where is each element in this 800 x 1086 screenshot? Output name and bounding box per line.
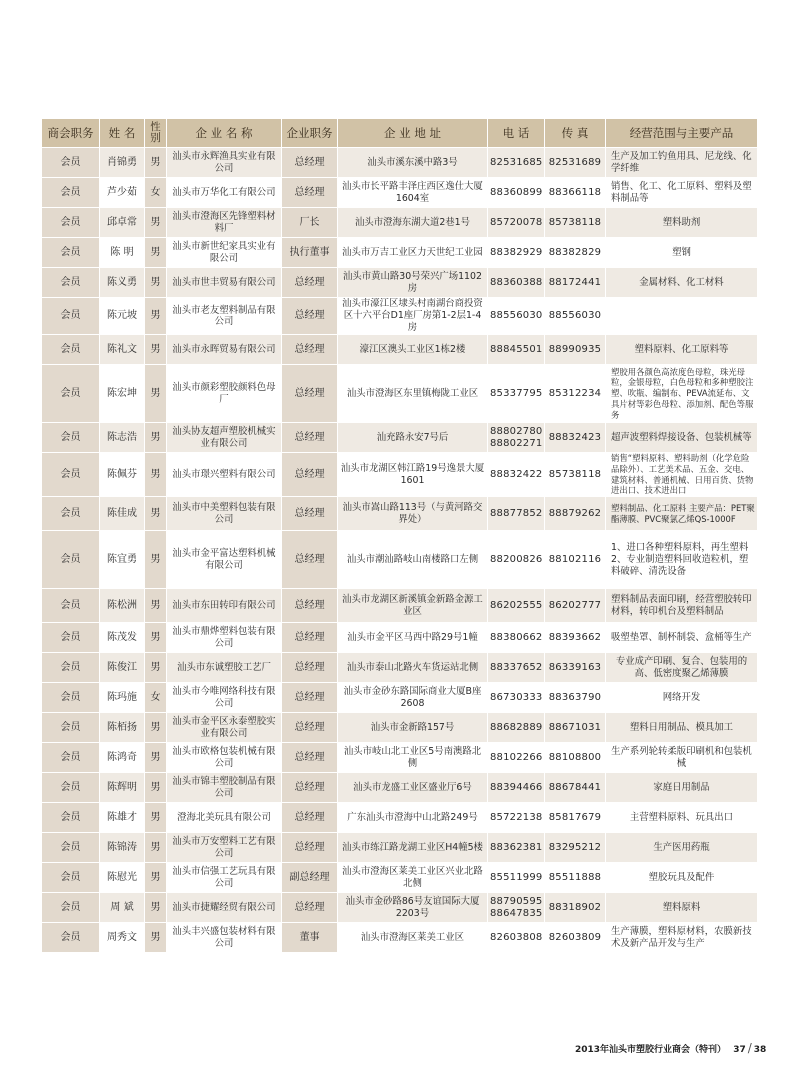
cell-company: 汕头市中美塑料包装有限公司 (167, 497, 282, 531)
cell-sex: 男 (145, 653, 167, 683)
cell-scope: 生产及加工钓鱼用具、尼龙线、化学纤维 (606, 148, 758, 178)
footer-page-number: 37 (733, 1045, 746, 1055)
cell-role: 会员 (42, 268, 100, 298)
cell-scope: 生产系列轮转柔版印刷机和包装机械 (606, 743, 758, 773)
cell-fax: 88990935 (545, 335, 606, 365)
cell-role: 会员 (42, 238, 100, 268)
footer-separator: / (747, 1041, 752, 1055)
cell-sex: 男 (145, 589, 167, 623)
cell-sex: 男 (145, 531, 167, 589)
table-row (42, 743, 758, 773)
header-sex: 性别 (145, 119, 167, 148)
cell-fax: 88172441 (545, 268, 606, 298)
cell-title: 总经理 (282, 589, 338, 623)
cell-sex: 男 (145, 743, 167, 773)
cell-company: 汕头市东诚塑胶工艺厂 (167, 653, 282, 683)
cell-role: 会员 (42, 531, 100, 589)
cell-role: 会员 (42, 365, 100, 423)
cell-sex: 男 (145, 208, 167, 238)
cell-company: 澄海北美玩具有限公司 (167, 803, 282, 833)
cell-phone: 88360899 (488, 178, 545, 208)
cell-company: 汕头市鼎烨塑料包装有限公司 (167, 623, 282, 653)
cell-sex: 男 (145, 453, 167, 497)
cell-address: 汕头市澄海东湖大道2巷1号 (338, 208, 488, 238)
cell-fax: 88678441 (545, 773, 606, 803)
cell-title: 副总经理 (282, 863, 338, 893)
table-row (42, 335, 758, 365)
cell-phone: 88337652 (488, 653, 545, 683)
table-row (42, 623, 758, 653)
cell-company: 汕头市金平富达塑料机械有限公司 (167, 531, 282, 589)
cell-fax: 88102116 (545, 531, 606, 589)
cell-title: 总经理 (282, 773, 338, 803)
cell-role: 会员 (42, 178, 100, 208)
cell-sex: 男 (145, 893, 167, 923)
cell-company: 汕头市欧格包装机械有限公司 (167, 743, 282, 773)
cell-title: 执行董事 (282, 238, 338, 268)
table-row (42, 365, 758, 423)
cell-role: 会员 (42, 683, 100, 713)
cell-scope: 塑钢 (606, 238, 758, 268)
table-row (42, 833, 758, 863)
cell-name: 陈鸿奇 (100, 743, 145, 773)
cell-phone: 88382929 (488, 238, 545, 268)
cell-title: 总经理 (282, 497, 338, 531)
cell-name: 陈栢扬 (100, 713, 145, 743)
cell-role: 会员 (42, 743, 100, 773)
cell-title: 总经理 (282, 653, 338, 683)
cell-address: 汕充路永安7号后 (338, 423, 488, 453)
table-row (42, 238, 758, 268)
cell-title: 总经理 (282, 623, 338, 653)
header-scope: 经营范围与主要产品 (606, 119, 758, 148)
cell-fax: 82531689 (545, 148, 606, 178)
cell-name: 陈锦涛 (100, 833, 145, 863)
cell-name: 陈礼文 (100, 335, 145, 365)
cell-name: 陈义勇 (100, 268, 145, 298)
table-row (42, 298, 758, 335)
cell-name: 陈佳成 (100, 497, 145, 531)
cell-scope: 塑料原料 (606, 893, 758, 923)
cell-phone: 85720078 (488, 208, 545, 238)
cell-phone: 88832422 (488, 453, 545, 497)
cell-scope: 家庭日用制品 (606, 773, 758, 803)
cell-title: 总经理 (282, 365, 338, 423)
cell-sex: 男 (145, 773, 167, 803)
cell-name: 陈玛施 (100, 683, 145, 713)
cell-phone: 88877852 (488, 497, 545, 531)
table-row (42, 148, 758, 178)
cell-name: 陈宜勇 (100, 531, 145, 589)
cell-name: 周 斌 (100, 893, 145, 923)
cell-role: 会员 (42, 863, 100, 893)
cell-fax: 86339163 (545, 653, 606, 683)
cell-address: 汕头市龙盛工业区盛业厅6号 (338, 773, 488, 803)
cell-fax: 85817679 (545, 803, 606, 833)
cell-sex: 男 (145, 335, 167, 365)
cell-phone: 88845501 (488, 335, 545, 365)
cell-scope: 销售、化工、化工原料、塑料及塑料制品等 (606, 178, 758, 208)
cell-name: 陈辉明 (100, 773, 145, 803)
cell-company: 汕头市璟兴塑料有限公司 (167, 453, 282, 497)
cell-phone: 88102266 (488, 743, 545, 773)
cell-role: 会员 (42, 298, 100, 335)
cell-sex: 女 (145, 178, 167, 208)
cell-address: 汕头市长平路丰泽庄西区逸仕大厦1604室 (338, 178, 488, 208)
cell-address: 汕头市龙湖区新溪镇金新路金源工业区 (338, 589, 488, 623)
cell-company: 汕头市信强工艺玩具有限公司 (167, 863, 282, 893)
header-phone: 电 话 (488, 119, 545, 148)
cell-role: 会员 (42, 335, 100, 365)
cell-phone: 88802780 88802271 (488, 423, 545, 453)
cell-fax: 88108800 (545, 743, 606, 773)
cell-sex: 男 (145, 833, 167, 863)
cell-title: 总经理 (282, 833, 338, 863)
cell-company: 汕头市永晖贸易有限公司 (167, 335, 282, 365)
cell-company: 汕头丰兴盛包装材料有限公司 (167, 923, 282, 953)
cell-name: 陈元坡 (100, 298, 145, 335)
cell-sex: 男 (145, 365, 167, 423)
cell-phone: 86730333 (488, 683, 545, 713)
cell-name: 陈俊江 (100, 653, 145, 683)
cell-address: 汕头市万吉工业区力天世纪工业园 (338, 238, 488, 268)
cell-company: 汕头市今唯网络科技有限公司 (167, 683, 282, 713)
cell-phone: 82531685 (488, 148, 545, 178)
cell-address: 汕头市金新路157号 (338, 713, 488, 743)
cell-scope: 生产医用药瓶 (606, 833, 758, 863)
cell-phone: 86202555 (488, 589, 545, 623)
table-header-row (42, 119, 758, 148)
cell-scope: 专业成产印刷、复合、包装用的高、低密度聚乙烯薄膜 (606, 653, 758, 683)
cell-scope: 塑料原料、化工原料等 (606, 335, 758, 365)
cell-fax: 88366118 (545, 178, 606, 208)
cell-address: 汕头市龙湖区韩江路19号逸景大厦1601 (338, 453, 488, 497)
cell-company: 汕头市锦丰塑胶制品有限公司 (167, 773, 282, 803)
cell-name: 周秀文 (100, 923, 145, 953)
cell-name: 陈松洲 (100, 589, 145, 623)
cell-fax: 85738118 (545, 208, 606, 238)
cell-role: 会员 (42, 497, 100, 531)
cell-company: 汕头市永辉渔具实业有限公司 (167, 148, 282, 178)
cell-name: 肖锦勇 (100, 148, 145, 178)
cell-address: 濠江区澳头工业区1栋2楼 (338, 335, 488, 365)
cell-address: 汕头市嵩山路113号（与黄河路交界处） (338, 497, 488, 531)
cell-sex: 男 (145, 713, 167, 743)
cell-name: 邱卓常 (100, 208, 145, 238)
cell-scope (606, 298, 758, 335)
cell-title: 总经理 (282, 423, 338, 453)
cell-title: 厂长 (282, 208, 338, 238)
cell-title: 总经理 (282, 531, 338, 589)
cell-title: 总经理 (282, 178, 338, 208)
cell-scope: 塑胶玩具及配件 (606, 863, 758, 893)
cell-fax: 85312234 (545, 365, 606, 423)
cell-name: 陈慰光 (100, 863, 145, 893)
cell-sex: 男 (145, 923, 167, 953)
cell-role: 会员 (42, 653, 100, 683)
table-row (42, 178, 758, 208)
cell-phone: 88682889 (488, 713, 545, 743)
cell-role: 会员 (42, 589, 100, 623)
cell-fax: 86202777 (545, 589, 606, 623)
cell-company: 汕头市捷耀经贸有限公司 (167, 893, 282, 923)
cell-fax: 88832423 (545, 423, 606, 453)
cell-phone: 85511999 (488, 863, 545, 893)
table-row (42, 863, 758, 893)
cell-sex: 男 (145, 803, 167, 833)
cell-scope: 网络开发 (606, 683, 758, 713)
member-table (41, 118, 758, 953)
cell-address: 汕头市金平区马西中路29号1幢 (338, 623, 488, 653)
cell-company: 汕头协友超声塑胶机械实业有限公司 (167, 423, 282, 453)
cell-fax: 88318902 (545, 893, 606, 923)
cell-role: 会员 (42, 208, 100, 238)
cell-fax: 83295212 (545, 833, 606, 863)
cell-phone: 82603808 (488, 923, 545, 953)
cell-scope: 塑料日用制品、模具加工 (606, 713, 758, 743)
cell-role: 会员 (42, 713, 100, 743)
footer-title: 2013年汕头市塑胶行业商会（特刊） (575, 1045, 727, 1055)
cell-sex: 男 (145, 423, 167, 453)
cell-scope: 塑料助剂 (606, 208, 758, 238)
table-row (42, 208, 758, 238)
cell-phone: 85722138 (488, 803, 545, 833)
cell-name: 陈雄才 (100, 803, 145, 833)
cell-fax: 88879262 (545, 497, 606, 531)
cell-scope: 超声波塑料焊接设备、包装机械等 (606, 423, 758, 453)
table-row (42, 453, 758, 497)
cell-scope: 金属材料、化工材料 (606, 268, 758, 298)
cell-scope: 塑胶用各颜色高浓度色母粒，珠光母粒，金银母粒，白色母粒和多种塑胶注塑、吹瓶、编制布、PEVA流延布、文具片材等彩色母粒、添加剂、配色等服务 (606, 365, 758, 423)
table-row (42, 683, 758, 713)
table-row (42, 653, 758, 683)
cell-fax: 85738118 (545, 453, 606, 497)
footer-page-total: 38 (753, 1045, 767, 1055)
cell-title: 总经理 (282, 743, 338, 773)
cell-scope: 塑料制品、化工原料 主要产品：PET聚酯薄膜、PVC聚氯乙烯QS-1000F (606, 497, 758, 531)
cell-fax: 85511888 (545, 863, 606, 893)
table-row (42, 803, 758, 833)
cell-sex: 男 (145, 298, 167, 335)
cell-scope: 吸塑垫罩、制杯制袋、盒桶等生产 (606, 623, 758, 653)
table-row (42, 713, 758, 743)
cell-fax: 88382829 (545, 238, 606, 268)
cell-fax: 88556030 (545, 298, 606, 335)
cell-role: 会员 (42, 453, 100, 497)
cell-address: 汕头市金砂东路国际商业大厦B座2608 (338, 683, 488, 713)
cell-phone: 88380662 (488, 623, 545, 653)
table-row (42, 893, 758, 923)
cell-sex: 男 (145, 863, 167, 893)
cell-fax: 88363790 (545, 683, 606, 713)
cell-phone: 88556030 (488, 298, 545, 335)
cell-phone: 85337795 (488, 365, 545, 423)
cell-company: 汕头市新世纪家具实业有限公司 (167, 238, 282, 268)
header-title: 企业职务 (282, 119, 338, 148)
cell-scope: 生产薄膜，塑料原材料，农膜新技术及新产品开发与生产 (606, 923, 758, 953)
cell-phone: 88362381 (488, 833, 545, 863)
cell-title: 总经理 (282, 683, 338, 713)
cell-title: 总经理 (282, 713, 338, 743)
cell-phone: 88360388 (488, 268, 545, 298)
cell-company: 汕头市万华化工有限公司 (167, 178, 282, 208)
cell-address: 汕头市泰山北路火车货运站北侧 (338, 653, 488, 683)
table-row (42, 531, 758, 589)
cell-address: 汕头市金砂路86号友谊国际大厦2203号 (338, 893, 488, 923)
table-row (42, 423, 758, 453)
cell-role: 会员 (42, 423, 100, 453)
cell-role: 会员 (42, 148, 100, 178)
cell-scope: 主营塑料原料、玩具出口 (606, 803, 758, 833)
cell-name: 芦少茹 (100, 178, 145, 208)
cell-address: 汕头市溪东溪中路3号 (338, 148, 488, 178)
cell-company: 汕头市东田转印有限公司 (167, 589, 282, 623)
cell-scope: 1、进口各种塑料原料，再生塑料 2、专业制造塑料回收造粒机，塑料破碎、清洗设备 (606, 531, 758, 589)
cell-title: 总经理 (282, 298, 338, 335)
cell-name: 陈宏坤 (100, 365, 145, 423)
cell-address: 汕头市练江路龙湖工业区H4幢5楼 (338, 833, 488, 863)
cell-role: 会员 (42, 803, 100, 833)
cell-address: 汕头市澄海区莱美工业区兴业北路北侧 (338, 863, 488, 893)
cell-sex: 男 (145, 238, 167, 268)
cell-role: 会员 (42, 893, 100, 923)
cell-address: 汕头市潮汕路岐山南楼路口左侧 (338, 531, 488, 589)
cell-company: 汕头市颜彩塑胶颜料色母厂 (167, 365, 282, 423)
cell-company: 汕头市万安塑料工艺有限公司 (167, 833, 282, 863)
cell-company: 汕头市澄海区先锋塑料材料厂 (167, 208, 282, 238)
cell-company: 汕头市世丰贸易有限公司 (167, 268, 282, 298)
cell-title: 总经理 (282, 803, 338, 833)
cell-address: 汕头市澄海区莱美工业区 (338, 923, 488, 953)
cell-phone: 88394466 (488, 773, 545, 803)
table-row (42, 268, 758, 298)
page-footer (575, 1041, 766, 1055)
cell-title: 总经理 (282, 148, 338, 178)
header-address: 企 业 地 址 (338, 119, 488, 148)
cell-address: 广东汕头市澄海中山北路249号 (338, 803, 488, 833)
cell-role: 会员 (42, 773, 100, 803)
table-row (42, 497, 758, 531)
cell-phone: 88790595 88647835 (488, 893, 545, 923)
cell-role: 会员 (42, 833, 100, 863)
cell-name: 陈佩芬 (100, 453, 145, 497)
cell-scope: 销售“塑料原料、塑料助剂（化学危险品除外）、工艺美术品、五金、交电、建筑材料、普通机械、日用百货、货物进出口、技术进出口 (606, 453, 758, 497)
cell-fax: 88671031 (545, 713, 606, 743)
header-role: 商会职务 (42, 119, 100, 148)
cell-address: 汕头市濠江区埭头村南湖台商投资区十六平台D1座厂房第1-2层1-4房 (338, 298, 488, 335)
cell-fax: 82603809 (545, 923, 606, 953)
table-row (42, 773, 758, 803)
cell-sex: 男 (145, 623, 167, 653)
cell-fax: 88393662 (545, 623, 606, 653)
cell-name: 陈志浩 (100, 423, 145, 453)
cell-title: 董事 (282, 923, 338, 953)
cell-company: 汕头市老友塑料制品有限公司 (167, 298, 282, 335)
header-company: 企 业 名 称 (167, 119, 282, 148)
header-name: 姓 名 (100, 119, 145, 148)
header-fax: 传 真 (545, 119, 606, 148)
cell-address: 汕头市黄山路30号荣兴广场1102房 (338, 268, 488, 298)
cell-sex: 男 (145, 148, 167, 178)
cell-address: 汕头市澄海区东里镇梅陇工业区 (338, 365, 488, 423)
cell-title: 总经理 (282, 335, 338, 365)
cell-company: 汕头市金平区永泰塑胶实业有限公司 (167, 713, 282, 743)
cell-sex: 女 (145, 683, 167, 713)
cell-address: 汕头市岐山北工业区5号南澳路北侧 (338, 743, 488, 773)
table-row (42, 923, 758, 953)
table-row (42, 589, 758, 623)
cell-role: 会员 (42, 923, 100, 953)
cell-scope: 塑料制品表面印刷，经营塑胶转印材料，转印机台及塑料制品 (606, 589, 758, 623)
cell-sex: 男 (145, 497, 167, 531)
cell-title: 总经理 (282, 453, 338, 497)
cell-phone: 88200826 (488, 531, 545, 589)
cell-name: 陈茂发 (100, 623, 145, 653)
cell-name: 陈 明 (100, 238, 145, 268)
cell-title: 总经理 (282, 893, 338, 923)
cell-role: 会员 (42, 623, 100, 653)
cell-title: 总经理 (282, 268, 338, 298)
cell-sex: 男 (145, 268, 167, 298)
